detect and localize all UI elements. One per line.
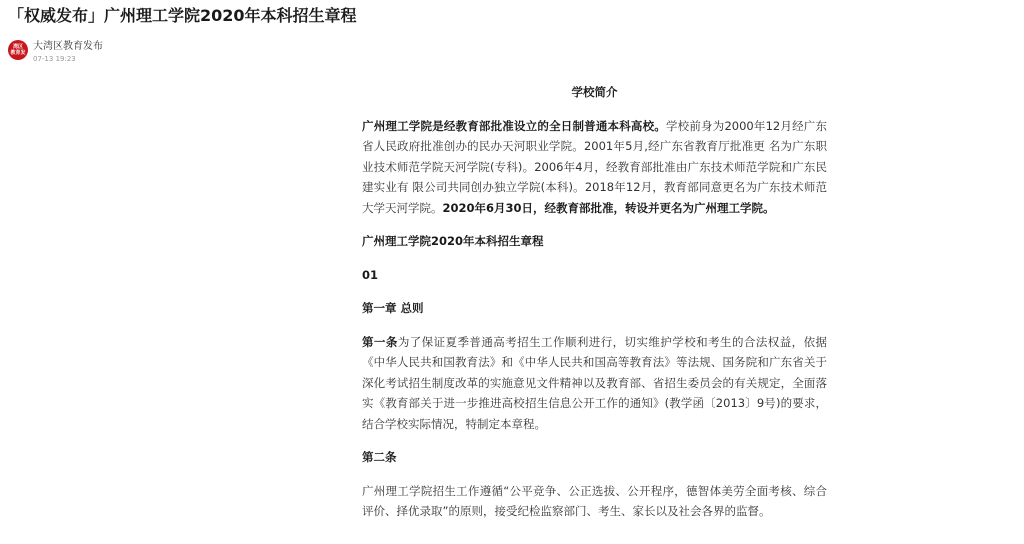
page-title: 「权威发布」广州理工学院2020年本科招生章程 (8, 6, 357, 25)
intro-bold-lead: 广州理工学院是经教育部批准设立的全日制普通本科高校。 (362, 118, 666, 133)
section-number: 01 (362, 267, 379, 282)
intro-paragraph (362, 116, 827, 219)
chapter-heading: 第一章 总则 (362, 301, 424, 315)
publish-time: 07-13 19:23 (33, 55, 76, 63)
avatar-text-line2: 教育发 (10, 50, 26, 56)
intro-text: 学校前身为2000年12月经广东省人民政府批准创办的民办天河职业学院。2001年5月,经广东省教育厅批准更 名为广东职业技术师范学院天河学院(专科)。2006年4月，经教育部批准由广东技术师范学院和广东民建实业有 限公司共同创办独立学院(本科)。2018年12月，教育部同意更名为广东技术师范大学天河学院。 (362, 118, 827, 215)
author-name[interactable]: 大湾区教育发布 (33, 41, 103, 52)
article-2-heading: 第二条 (362, 450, 397, 464)
section-title: 学校简介 (571, 85, 618, 99)
avatar-text-line1: 湾区 (12, 44, 23, 50)
charter-title: 广州理工学院2020年本科招生章程 (362, 234, 544, 248)
article-1-label: 第一条 (362, 334, 398, 349)
article-1-text: 为了保证夏季普通高考招生工作顺利进行，切实维护学校和考生的合法权益，依据《中华人民共和国教育法》和《中华人民共和国高等教育法》等法规、国务院和广东省关于深化考试招生制度改革的实施意见文件精神以及教育部、省招生委员会的有关规定，全面落实《教育部关于进一步推进高校招生信息公开工作的通知》(教学函〔2013〕9号)的要求，结合学校实际情况，特制定本章程。 (362, 334, 828, 431)
intro-bold-tail: 2020年6月30日，经教育部批准，转设并更名为广州理工学院。 (442, 200, 775, 215)
avatar[interactable] (8, 40, 28, 60)
article-body (362, 82, 827, 535)
article-1-paragraph (362, 332, 827, 435)
article-2-paragraph: 广州理工学院招生工作遵循“公平竞争、公正选拔、公开程序，德智体美劳全面考核、综合评价、择优录取”的原则，接受纪检监察部门、考生、家长以及社会各界的监督。 (362, 483, 827, 518)
